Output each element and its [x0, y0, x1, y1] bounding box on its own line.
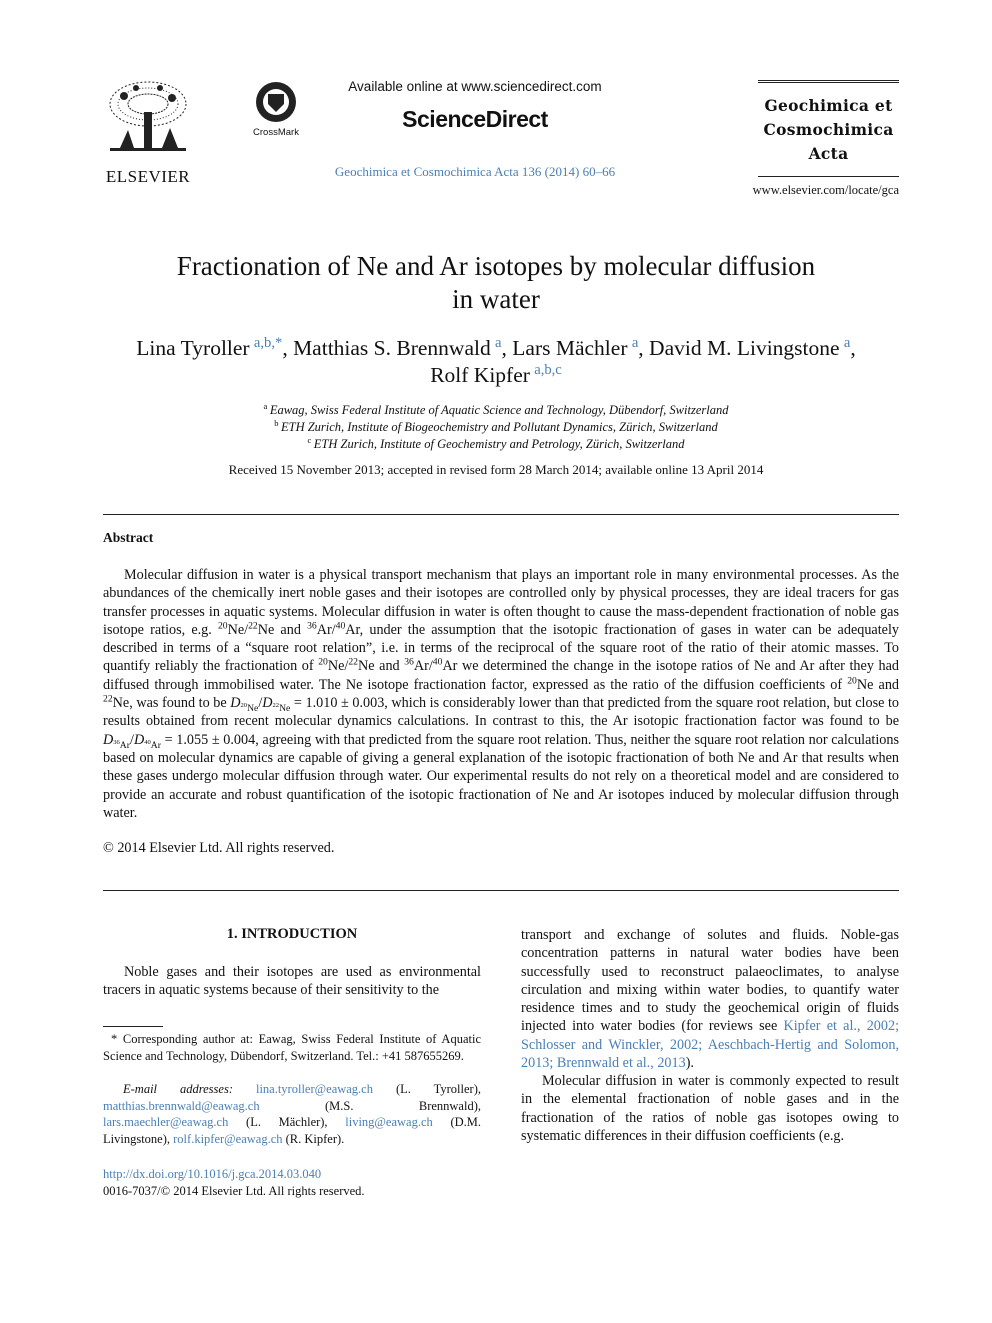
ar-fractionation-value: = 1.055 ± 0.004	[164, 731, 256, 748]
elsevier-logo[interactable]	[100, 78, 196, 184]
abstract-rule-top	[103, 514, 899, 515]
ne-fractionation-value: = 1.010 ± 0.003	[293, 695, 385, 712]
intro-text: ).	[685, 1055, 694, 1072]
affiliation	[80, 436, 912, 453]
article-title-line: in water	[452, 284, 540, 314]
affiliation-text: Eawag, Swiss Federal Institute of Aquatic Science and Technology, Dübendorf, Switzerland	[269, 403, 729, 417]
isotope-ratio-ne: $^{20}$Ne/$^{22}$Ne	[318, 656, 375, 675]
intro-text: transport and exchange of solutes and fluids. Noble-gas concentration patterns in natural water bodies have been successfully used to reconstruct palaeoclimates, to analyse circulation and mixing within water bodies, to quantify water residence times and to study the geochemical origin of fluids injected into water bodies (for reviews see	[521, 927, 899, 1035]
reference-links[interactable]: Kipfer et al., 2002; Schlosser and Winckler, 2002; Aeschbach-Hertig and Solomon, 2013; Brennwald et al., 2013	[521, 1018, 900, 1072]
sciencedirect-logo[interactable]: ScienceDirect	[402, 106, 548, 132]
author-name[interactable]: David M. Livingstone	[649, 336, 840, 360]
issn-copyright: 0016-7037/© 2014 Elsevier Ltd. All rights reserved.	[103, 1184, 365, 1198]
abstract-text: Molecular diffusion in water is a physical transport mechanism that plays an important role in many environmental processes. As the abundances of the chemically inert noble gases and their isotopes are controlled only by physical processes, they are ideal tracers for gas transfer processes in aquatic systems. Molecular diffusion in water is often thought to cause the mass-dependent fractionation of noble gas isotope ratios, e.g.	[103, 567, 899, 638]
author-affiliation-mark[interactable]: a	[843, 334, 851, 351]
author-name[interactable]: Rolf Kipfer	[430, 363, 530, 387]
author-separator: ,	[850, 336, 856, 360]
email-label: E-mail addresses:	[123, 1082, 233, 1096]
author-name[interactable]: Lars Mächler	[512, 336, 628, 360]
affiliation	[80, 419, 912, 436]
abstract-heading: Abstract	[103, 530, 154, 545]
abstract-conj: and	[878, 676, 900, 693]
email-owner: (R. Kipfer).	[285, 1131, 345, 1146]
crossmark-icon	[254, 80, 298, 124]
isotope-ratio-ne: $^{20}$Ne/$^{22}$Ne	[217, 620, 275, 638]
crossmark-badge[interactable]	[246, 80, 306, 140]
email-owner: (L. Tyroller),	[395, 1082, 482, 1096]
affiliations	[80, 402, 912, 453]
email-link[interactable]: matthias.brennwald@eawag.ch	[103, 1098, 260, 1113]
author-affiliation-mark[interactable]: a,b,*	[253, 334, 283, 351]
abstract-rule-bottom	[103, 890, 899, 891]
ar-fractionation-formula: $D_{^{36}Ar}/D_{^{40}Ar}$	[103, 731, 161, 751]
email-link[interactable]: rolf.kipfer@eawag.ch	[173, 1131, 283, 1146]
affiliation-mark: b	[274, 417, 279, 428]
abstract-copyright: © 2014 Elsevier Ltd. All rights reserved.	[103, 840, 335, 856]
affiliation-text: ETH Zurich, Institute of Geochemistry and Petrology, Zürich, Switzerland	[313, 437, 685, 451]
journal-title-line: Acta	[808, 144, 849, 163]
available-online: Available online at www.sciencedirect.com	[348, 79, 602, 94]
abstract-body	[103, 566, 899, 822]
affiliation-mark: c	[307, 434, 312, 445]
isotope-ne22: $^{22}$Ne	[103, 693, 130, 712]
journal-title-line: Cosmochimica	[763, 120, 894, 139]
author-name[interactable]: Matthias S. Brennwald	[293, 336, 491, 360]
author-affiliation-mark[interactable]: a	[495, 334, 502, 351]
email-link[interactable]: lina.tyroller@eawag.ch	[255, 1082, 373, 1096]
footnote-emails	[103, 1081, 481, 1147]
affiliation-mark: a	[263, 400, 268, 411]
author-affiliation-mark[interactable]: a,b,c	[534, 361, 562, 378]
affiliation	[80, 402, 912, 419]
author-affiliation-mark[interactable]: a	[631, 334, 639, 351]
intro-right-paragraph-2: Molecular diffusion in water is commonly expected to result in the elemental fractionation of noble gases and in the fractionation of the ratios of noble gas isotopes owing to systematic differences in their diffusion coefficients (e.g.	[521, 1073, 899, 1144]
ne-fractionation-formula: $D_{^{20}Ne}/D_{^{22}Ne}$	[230, 695, 291, 714]
isotope-ratio-ar: $^{36}$Ar/$^{40}$Ar	[404, 656, 458, 675]
abstract-text: , which is considerably lower than that predicted from the square root relation, but close to results obtained from recent molecular dynamics calculations. In contrast to this, the Ar isotopic fractionation factor was found to be	[103, 695, 900, 730]
journal-title-rule-bottom	[758, 176, 899, 177]
author-separator: ,	[501, 336, 513, 360]
doi-link[interactable]: http://dx.doi.org/10.1016/j.gca.2014.03.040	[103, 1167, 322, 1181]
abstract-conj: and	[280, 621, 301, 638]
isotope-ratio-ar: $^{36}$Ar/$^{40}$Ar	[307, 620, 360, 638]
section-heading-introduction: 1. INTRODUCTION	[226, 926, 358, 942]
abstract-text: we determined the change in the isotope ratios of Ne and Ar after they had diffused through immobilised water. The Ne isotope fractionation factor, expressed as the ratio of the diffusion coefficients of	[103, 658, 899, 693]
author-name[interactable]: Lina Tyroller	[136, 336, 250, 360]
journal-citation[interactable]: Geochimica et Cosmochimica Acta 136 (2014) 60–66	[334, 164, 616, 179]
abstract-text: , was found to be	[129, 695, 227, 712]
email-owner: (L. Mächler),	[246, 1115, 328, 1129]
affiliation-text: ETH Zurich, Institute of Biogeochemistry and Pollutant Dynamics, Zürich, Switzerland	[280, 420, 718, 434]
author-separator: ,	[638, 336, 650, 360]
intro-right-paragraph	[521, 926, 899, 1072]
article-title-line: Fractionation of Ne and Ar isotopes by molecular diffusion	[176, 251, 816, 281]
publisher-name: ELSEVIER	[105, 167, 191, 186]
abstract-conj: and	[379, 658, 400, 675]
email-owner: (D.M. Livingstone),	[103, 1115, 482, 1146]
received-dates: Received 15 November 2013; accepted in revised form 28 March 2014; available online 13 April 2014	[228, 462, 764, 477]
abstract-text: , under the assumption that the isotopic fractionation of gases in water can be adequately described in terms of a “square root relation”, i.e. in terms of the reciprocal of the square root of the ratio of their atomic masses. To quantify reliably the fractionation of	[103, 621, 900, 675]
abstract-text: , agreeing with that predicted from the square root relation. Thus, neither the square root relation nor calculations based on molecular dynamics are capable of giving a general explanation of the isotopic fractionation of both Ne and Ar that results when these gases undergo molecular diffusion through water. Our experimental results do not rely on a theoretical model and are considered to provide an accurate and robust quantification of the isotopic fractionation of Ne and Ar isotopes induced by molecular diffusion through water.	[103, 731, 900, 821]
crossmark-label: CrossMark	[253, 127, 299, 138]
footnote-rule	[103, 1026, 163, 1027]
journal-title-block	[750, 94, 907, 166]
author-list	[80, 335, 912, 389]
footnote-corresponding: * Corresponding author at: Eawag, Swiss Federal Institute of Aquatic Science and Technology, Dübendorf, Switzerland. Tel.: +41 587655269.	[103, 1032, 481, 1063]
journal-title-line: Geochimica et	[764, 96, 893, 115]
intro-left-paragraph: Noble gases and their isotopes are used as environmental tracers in aquatic systems because of their sensitivity to the	[103, 964, 481, 999]
email-owner: (M.S. Brennwald),	[324, 1098, 481, 1113]
journal-title-rule-top	[758, 80, 899, 83]
journal-url[interactable]: www.elsevier.com/locate/gca	[752, 183, 899, 197]
author-separator: ,	[282, 336, 294, 360]
elsevier-tree-icon	[100, 78, 196, 160]
article-title	[80, 250, 912, 316]
email-link[interactable]: lars.maechler@eawag.ch	[103, 1115, 229, 1129]
isotope-ne20: $^{20}$Ne	[847, 675, 874, 693]
email-link[interactable]: living@eawag.ch	[345, 1115, 433, 1129]
